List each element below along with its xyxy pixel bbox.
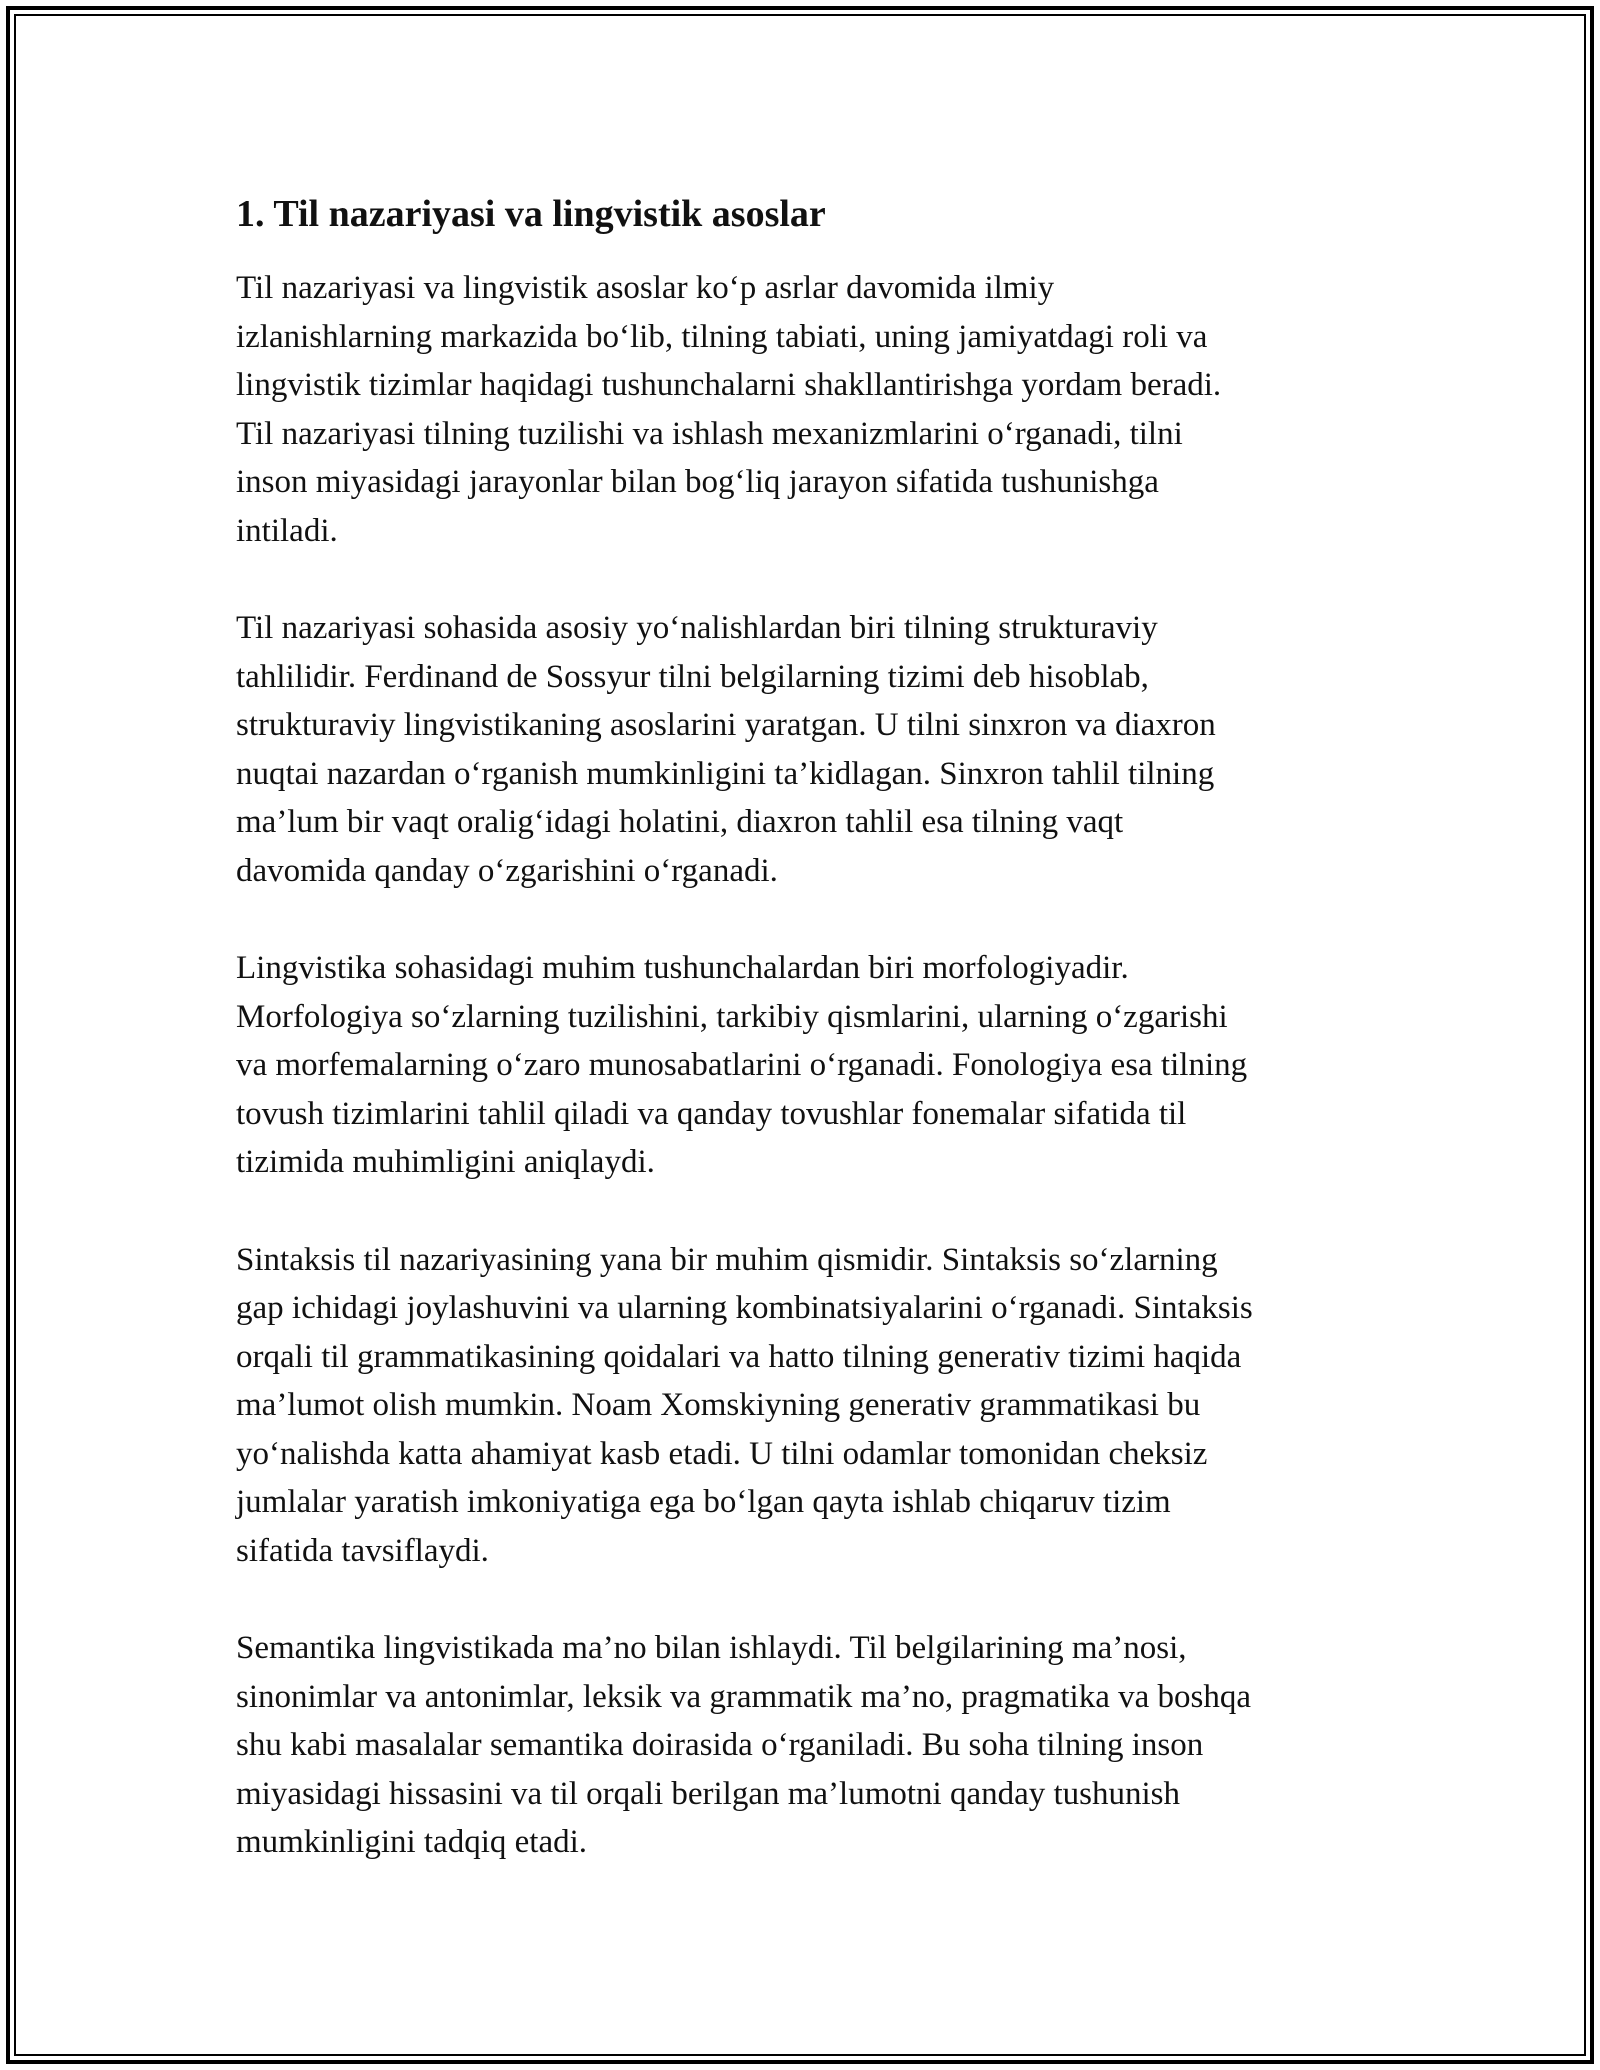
paragraph-5: Semantika lingvistikada ma’no bilan ishlaydi. Til belgilarining ma’nosi, sinonimlar va antonimlar, leksik va grammatik ma’no, pragmatika va boshqa shu kabi masalalar semantika doirasida o‘rganiladi. Bu soha tilning inson miyasidagi hissasini va til orqali berilgan ma’lumotni qanday tushunish mumkinligini tadqiq etadi. [236,1630,1251,1860]
document-body [236,186,1406,1916]
paragraph-4: Sintaksis til nazariyasining yana bir muhim qismidir. Sintaksis so‘zlarning gap ichidagi joylashuvini va ularning kombinatsiyalarini o‘rganadi. Sintaksis orqali til grammatikasining qoidalari va hatto tilning generativ tizimi haqida ma’lumot olish mumkin. Noam Xomskiyning generativ grammatikasi bu yo‘nalishda katta ahamiyat kasb etadi. U tilni odamlar tomonidan cheksiz jumlalar yaratish imkoniyatiga ega bo‘lgan qayta ishlab chiqaruv tizim sifatida tavsiflaydi. [236,1241,1253,1569]
paragraph-3: Lingvistika sohasidagi muhim tushunchalardan biri morfologiyadir. Morfologiya so‘zlarning tuzilishini, tarkibiy qismlarini, ularning o‘zgarishi va morfemalarning o‘zaro munosabatlarini o‘rganadi. Fonologiya esa tilning tovush tizimlarini tahlil qiladi va qanday tovushlar fonemalar sifatida til tizimida muhimligini aniqlaydi. [236,950,1248,1180]
paragraph-1: Til nazariyasi va lingvistik asoslar ko‘p asrlar davomida ilmiy izlanishlarning markazida bo‘lib, tilning tabiati, uning jamiyatdagi roli va lingvistik tizimlar haqidagi tushunchalarni shakllantirishga yordam beradi. Til nazariyasi tilning tuzilishi va ishlash mexanizmlarini o‘rganadi, tilni inson miyasidagi jarayonlar bilan bog‘liq jarayon sifatida tushunishga intiladi. [236,270,1222,549]
paragraph-2: Til nazariyasi sohasida asosiy yo‘nalishlardan biri tilning strukturaviy tahlilidir. Ferdinand de Sossyur tilni belgilarning tizimi deb hisoblab, strukturaviy lingvistikaning asoslarini yaratgan. U tilni sinxron va diaxron nuqtai nazardan o‘rganish mumkinligini ta’kidlagan. Sinxron tahlil tilning ma’lum bir vaqt oralig‘idagi holatini, diaxron tahlil esa tilning vaqt davomida qanday o‘zgarishini o‘rganadi. [236,610,1216,889]
section-heading: 1. Til nazariyasi va lingvistik asoslar [236,193,826,235]
